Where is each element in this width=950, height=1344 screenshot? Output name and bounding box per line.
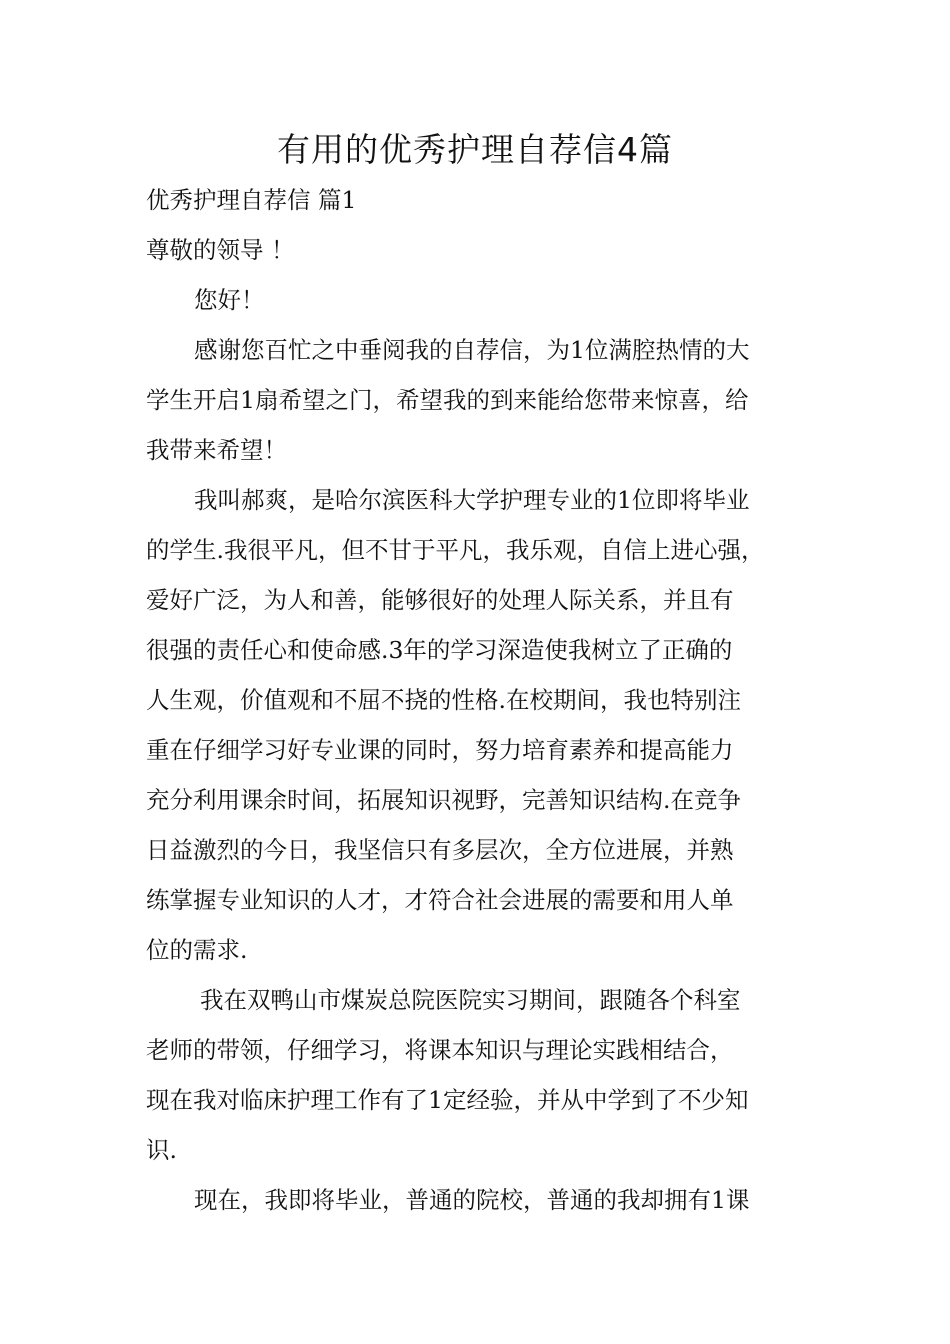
paragraph-line: 爱好广泛，为人和善，能够很好的处理人际关系，并且有	[146, 586, 734, 614]
paragraph-line: 日益激烈的今日，我坚信只有多层次，全方位进展，并熟	[146, 836, 734, 864]
paragraph-line: 我带来希望！	[146, 436, 287, 464]
salutation: 尊敬的领导 ！	[146, 236, 295, 264]
paragraph-line: 人生观，价值观和不屈不挠的性格.在校期间，我也特别注	[146, 686, 741, 714]
paragraph-line: 老师的带领，仔细学习，将课本知识与理论实践相结合，	[146, 1036, 734, 1064]
paragraph-line: 感谢您百忙之中垂阅我的自荐信，为1位满腔热情的大	[194, 336, 750, 364]
paragraph-line: 识.	[146, 1136, 177, 1164]
section-heading: 优秀护理自荐信 篇1	[146, 186, 357, 214]
paragraph-line: 现在我对临床护理工作有了1定经验，并从中学到了不少知	[146, 1086, 749, 1114]
paragraph-line: 位的需求.	[146, 936, 248, 964]
paragraph-line: 学生开启1扇希望之门，希望我的到来能给您带来惊喜，给	[146, 386, 749, 414]
document-title: 有用的优秀护理自荐信4篇	[277, 130, 673, 169]
paragraph-line: 我叫郝爽，是哈尔滨医科大学护理专业的1位即将毕业	[194, 486, 750, 514]
paragraph-line: 重在仔细学习好专业课的同时，努力培育素养和提高能力	[146, 736, 734, 764]
paragraph-line: 的学生.我很平凡，但不甘于平凡，我乐观，自信上进心强，	[146, 536, 765, 564]
paragraph-line: 练掌握专业知识的人才，才符合社会进展的需要和用人单	[146, 886, 734, 914]
paragraph-line: 很强的责任心和使命感.3年的学习深造使我树立了正确的	[146, 636, 733, 664]
paragraph-line: 充分利用课余时间，拓展知识视野，完善知识结构.在竞争	[146, 786, 741, 814]
greeting: 您好！	[194, 286, 265, 314]
paragraph-line: 我在双鸭山市煤炭总院医院实习期间，跟随各个科室	[200, 986, 741, 1014]
paragraph-line: 现在，我即将毕业，普通的院校，普通的我却拥有1课	[194, 1186, 750, 1214]
